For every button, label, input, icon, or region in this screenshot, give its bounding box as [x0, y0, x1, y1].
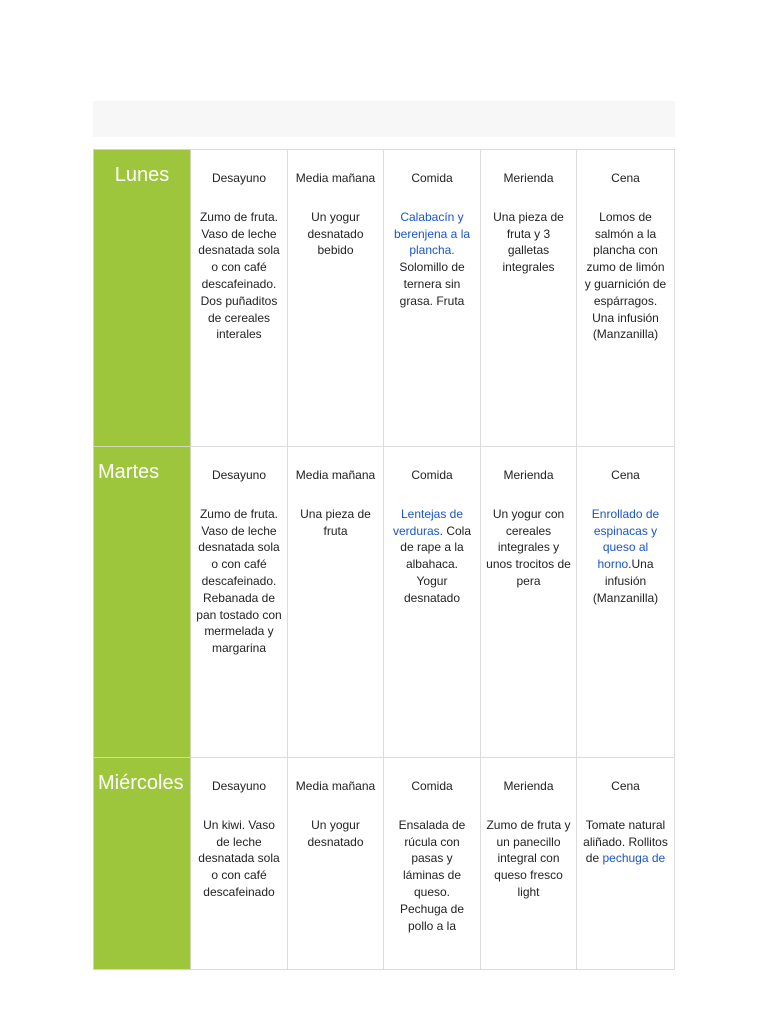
meal-title: Merienda	[503, 468, 554, 482]
meal-title: Comida	[411, 468, 453, 482]
meal-title: Merienda	[503, 779, 554, 793]
cell-martes-cena	[577, 447, 675, 758]
meal-text	[582, 506, 669, 607]
meal-text-rest: . Cola de rape a la albahaca. Yogur desnatado	[400, 523, 472, 605]
cell-martes-media-manana	[288, 447, 384, 758]
cell-martes-desayuno	[191, 447, 288, 758]
meal-title: Desayuno	[211, 779, 267, 793]
meal-title: Comida	[411, 779, 453, 793]
recipe-link[interactable]: Enrollado de espinacas y queso al horno	[591, 506, 660, 572]
meal-text: Zumo de fruta. Vaso de leche desnatada sola o con café descafeinado. Rebanada de pan tostado con mermelada y margarina	[196, 506, 282, 656]
cell-miercoles-media-manana	[288, 758, 384, 970]
meal-text	[582, 817, 669, 867]
row-miercoles	[94, 758, 675, 970]
day-label-miercoles: Miércoles	[94, 758, 191, 970]
meal-text: Un yogur desnatado	[307, 817, 364, 849]
meal-text: Ensalada de rúcula con pasas y láminas de queso. Pechuga de pollo a la	[398, 817, 466, 933]
recipe-link[interactable]: Lentejas de verduras	[392, 506, 464, 538]
row-lunes	[94, 150, 675, 447]
meal-text-rest: Solomillo de ternera sin grasa. Fruta	[399, 260, 465, 308]
meal-text-before: Tomate natural aliñado. Rollitos de	[583, 817, 668, 866]
meal-text: Zumo de fruta. Vaso de leche desnatada sola o con café descafeinado. Dos puñaditos de cereales interales	[198, 209, 280, 342]
meal-title: Desayuno	[211, 171, 267, 185]
cell-lunes-media-manana	[288, 150, 384, 447]
cell-miercoles-merienda	[481, 758, 577, 970]
meal-text: Un yogur desnatado bebido	[307, 209, 364, 258]
day-label-martes: Martes	[94, 447, 191, 758]
header-bar	[93, 101, 675, 137]
meal-title: Media mañana	[295, 468, 376, 482]
meal-title: Cena	[611, 468, 640, 482]
meal-text-rest: .Una infusión (Manzanilla)	[592, 557, 659, 605]
cell-miercoles-comida	[384, 758, 481, 970]
cell-lunes-cena	[577, 150, 675, 447]
meal-text: Zumo de fruta y un panecillo integral con queso fresco light	[486, 817, 571, 899]
weekly-diet-table	[93, 149, 675, 970]
meal-title: Cena	[611, 171, 640, 185]
meal-text: Lomos de salmón a la plancha con zumo de limón y guarnición de espárragos. Una infusión (Manzanilla)	[584, 209, 667, 342]
meal-text: Un yogur con cereales integrales y unos trocitos de pera	[486, 506, 571, 588]
meal-text: Una pieza de fruta	[300, 506, 371, 538]
meal-title: Merienda	[503, 171, 554, 185]
row-martes	[94, 447, 675, 758]
recipe-link[interactable]: Calabacín y berenjena a la plancha.	[393, 209, 471, 258]
meal-text	[389, 209, 475, 310]
recipe-link[interactable]: pechuga de	[602, 851, 666, 866]
meal-text: Un kiwi. Vaso de leche desnatada sola o con café descafeinado	[198, 817, 280, 899]
cell-lunes-desayuno	[191, 150, 288, 447]
meal-title: Media mañana	[295, 171, 376, 185]
cell-miercoles-desayuno	[191, 758, 288, 970]
cell-martes-merienda	[481, 447, 577, 758]
meal-title: Desayuno	[211, 468, 267, 482]
meal-title: Comida	[411, 171, 453, 185]
cell-lunes-comida	[384, 150, 481, 447]
cell-miercoles-cena	[577, 758, 675, 970]
meal-title: Cena	[611, 779, 640, 793]
cell-lunes-merienda	[481, 150, 577, 447]
meal-text: Una pieza de fruta y 3 galletas integrales	[493, 209, 564, 275]
cell-martes-comida	[384, 447, 481, 758]
meal-title: Media mañana	[295, 779, 376, 793]
meal-text	[389, 506, 475, 607]
day-label-lunes: Lunes	[94, 150, 191, 447]
